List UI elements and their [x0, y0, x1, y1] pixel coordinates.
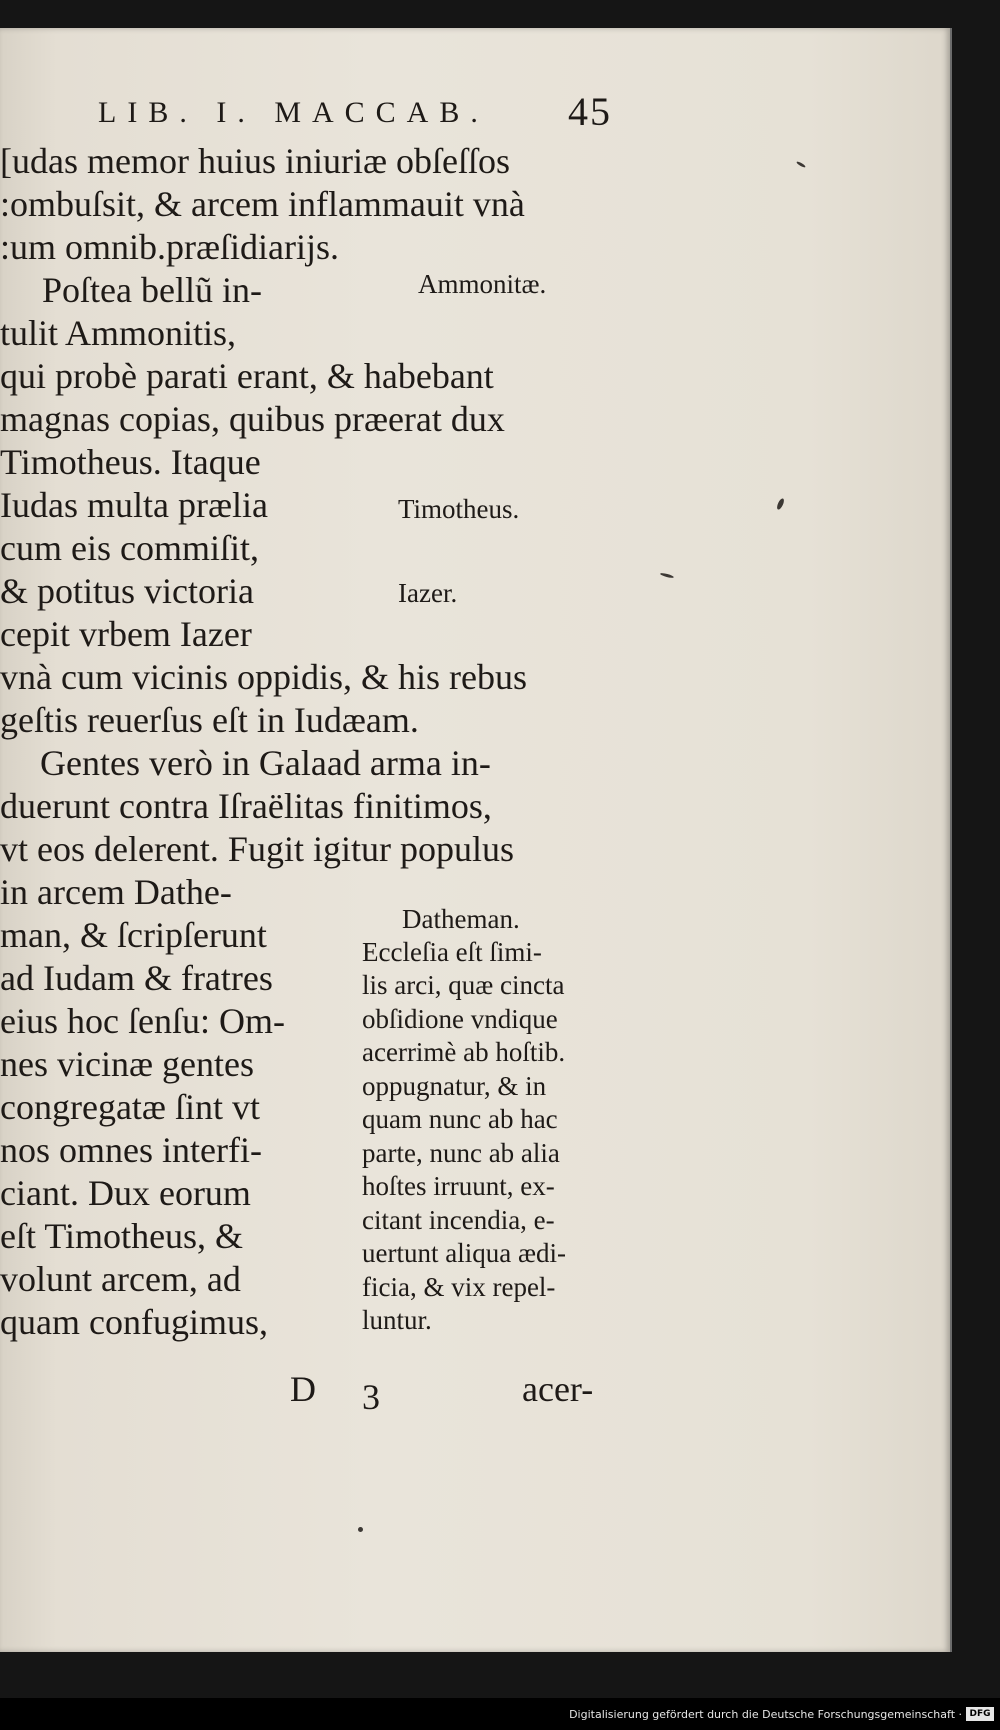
marginal-note-line: uertunt aliqua ædi- — [362, 1238, 566, 1268]
marginal-note-line: ficia, & vix repel- — [362, 1272, 556, 1302]
body-line: duerunt contra Iſraëlitas finitimos, — [0, 786, 492, 826]
body-line: eius hoc ſenſu: Om- — [0, 1001, 285, 1041]
body-line: Timotheus. Itaque — [0, 442, 261, 482]
marginal-heading-timotheus: Timotheus. — [398, 494, 520, 524]
marginal-note-line: Eccleſia eſt ſimi- — [362, 937, 542, 967]
body-line: Iudas multa prælia — [0, 485, 268, 525]
marginal-heading-ammonitae: Ammonitæ. — [418, 269, 547, 299]
paper-speck — [776, 498, 786, 511]
body-line: vnà cum vicinis oppidis, & his rebus — [0, 657, 527, 697]
running-header — [98, 89, 612, 134]
marginal-note-line: obſidione vndique — [362, 1004, 558, 1034]
body-line: congregatæ ſint vt — [0, 1087, 260, 1127]
body-line: man, & ſcripſerunt — [0, 915, 267, 955]
body-line: :um omnib.præſidiarijs. — [0, 227, 339, 267]
body-line: qui probè parati erant, & habebant — [0, 356, 494, 396]
body-line: & potitus victoria — [0, 571, 254, 611]
book-page — [0, 28, 952, 1652]
body-line: nos omnes interfi- — [0, 1130, 262, 1170]
marginal-note-line: quam nunc ab hac — [362, 1104, 558, 1134]
body-line: eſt Timotheus, & — [0, 1216, 244, 1256]
body-line: volunt arcem, ad — [0, 1259, 241, 1299]
body-line: vt eos delerent. Fugit igitur populus — [0, 829, 514, 869]
body-line: [udas memor huius iniuriæ obſeſſos — [0, 141, 510, 181]
running-title: LIB. I. MACCAB. — [98, 96, 489, 129]
body-line: in arcem Dathe- — [0, 872, 232, 912]
page-number: 45 — [568, 89, 612, 134]
body-line: :ombuſsit, & arcem inflammauit vnà — [0, 184, 525, 224]
paper-speck — [660, 572, 674, 579]
body-line: quam confugimus, — [0, 1302, 268, 1342]
body-line: cum eis commiſit, — [0, 528, 259, 568]
marginal-note-line: oppugnatur, & in — [362, 1071, 547, 1101]
paper-speck — [358, 1527, 363, 1532]
body-line: magnas copias, quibus præerat dux — [0, 399, 505, 439]
marginal-note-line: citant incendia, e- — [362, 1205, 555, 1235]
signature-number: 3 — [362, 1377, 380, 1417]
body-line: ad Iudam & fratres — [0, 958, 273, 998]
marginal-heading-iazer: Iazer. — [398, 578, 458, 608]
marginal-note-line: lis arci, quæ cincta — [362, 970, 565, 1000]
body-line: nes vicinæ gentes — [0, 1044, 254, 1084]
body-line: tulit Ammonitis, — [0, 313, 237, 353]
body-line: ciant. Dux eorum — [0, 1173, 251, 1213]
signature-letter: D — [290, 1369, 316, 1409]
marginal-heading-datheman: Datheman. — [402, 904, 520, 934]
body-line: Gentes verò in Galaad arma in- — [40, 743, 491, 783]
dfg-logo: DFG — [966, 1707, 994, 1721]
body-line: Poſtea bellũ in- — [42, 270, 262, 310]
paper-speck — [796, 161, 806, 169]
body-line: cepit vrbem Iazer — [0, 614, 252, 654]
marginal-note-line: parte, nunc ab alia — [362, 1138, 560, 1168]
marginal-note-line: hoſtes irruunt, ex- — [362, 1171, 555, 1201]
marginal-note-line: luntur. — [362, 1305, 432, 1335]
banner-text: Digitalisierung gefördert durch die Deutsche Forschungsgemeinschaft · — [569, 1708, 962, 1721]
body-line: geſtis reuerſus eſt in Iudæam. — [0, 700, 419, 740]
marginal-note-line: acerrimè ab hoſtib. — [362, 1037, 566, 1067]
catchword: acer- — [522, 1369, 594, 1409]
